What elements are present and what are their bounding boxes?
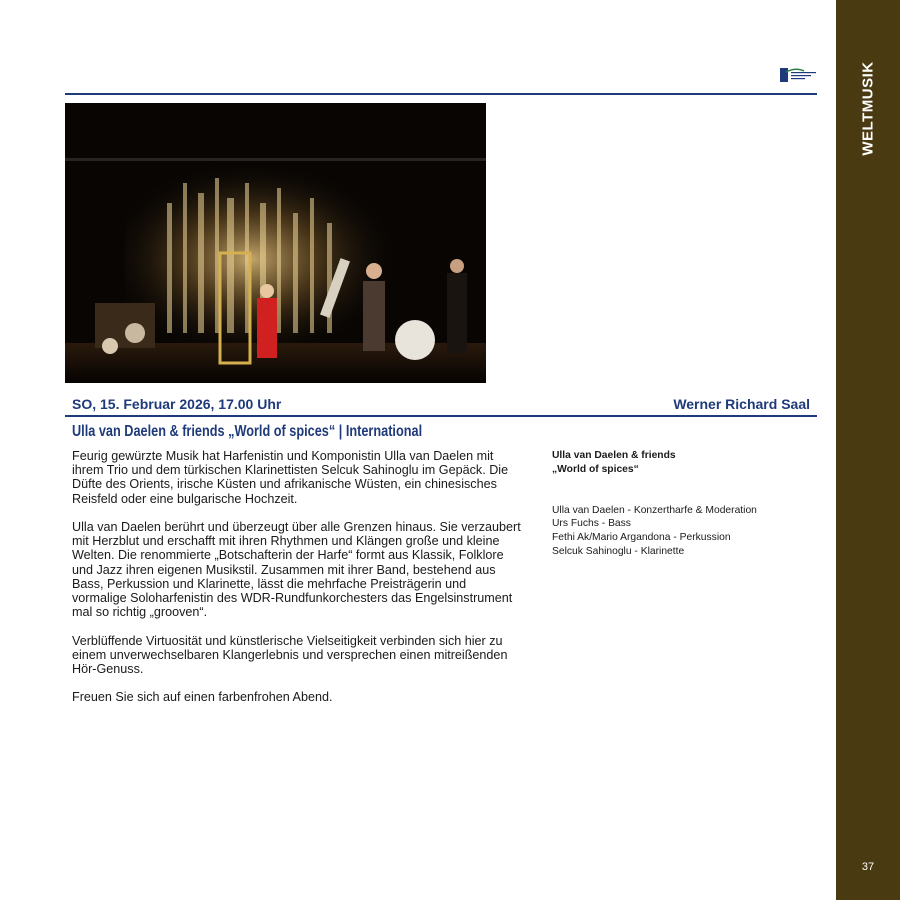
cast-list <box>552 449 812 559</box>
cast-member: Fethi Ak/Mario Argandona - Perkussion <box>552 532 731 544</box>
cast-member: Ulla van Daelen - Konzertharfe & Moderation <box>552 504 757 516</box>
concert-stage-photo <box>65 103 486 383</box>
event-title: Ulla van Daelen & friends „World of spices“ | International <box>72 423 423 440</box>
cast-member: Selcuk Sahinoglu - Klarinette <box>552 545 685 557</box>
description-paragraph: Freuen Sie sich auf einen farbenfrohen Abend. <box>72 690 333 705</box>
event-venue: Werner Richard Saal <box>673 396 810 412</box>
section-label: WELTMUSIK <box>859 60 877 156</box>
header-rule <box>65 93 817 95</box>
description-paragraph: Verblüffende Virtuosität und künstlerische Vielseitigkeit verbinden sich hier zu einem unverwechselbaren Klangerlebnis und versprechen einen mitreißenden Hör-Genuss. <box>72 633 508 677</box>
description-paragraph: Ulla van Daelen berührt und überzeugt über alle Grenzen hinaus. Sie verzaubert mit Herzblut und erschafft mit ihren Rhythmen und Klängen große und kleine Welten. Die renommierte „Botschafterin der Harfe“ formt aus Klassik, Folklore und Jazz ihren eigenen Musikstil. Zusammen mit ihrer Band, bestehend aus Bass, Perkussion und Klarinette, lässt die mehrfache Preisträgerin und vormalige Soloharfenistin des WDR-Rundfunkorchesters das Engelsinstrument mal so richtig „grooven“. <box>72 520 521 620</box>
event-description <box>72 449 522 719</box>
cast-subheading: „World of spices“ <box>552 463 639 475</box>
description-paragraph: Feurig gewürzte Musik hat Harfenistin und Komponistin Ulla van Daelen mit ihrem Trio und dem türkischen Klarinettisten Selcuk Sahinoglu im Gepäck. Die Düfte des Orients, irische Küsten und afrikanische Wüsten, ein chinesisches Reisfeld oder eine bulgarische Hochzeit. <box>72 449 509 506</box>
event-date-time: SO, 15. Februar 2026, 17.00 Uhr <box>72 396 282 412</box>
page-number: 37 <box>861 861 875 873</box>
cast-heading: Ulla van Daelen & friends <box>552 450 676 461</box>
venue-logo-icon <box>780 66 818 84</box>
cast-member: Urs Fuchs - Bass <box>552 518 631 530</box>
title-rule <box>65 415 817 417</box>
